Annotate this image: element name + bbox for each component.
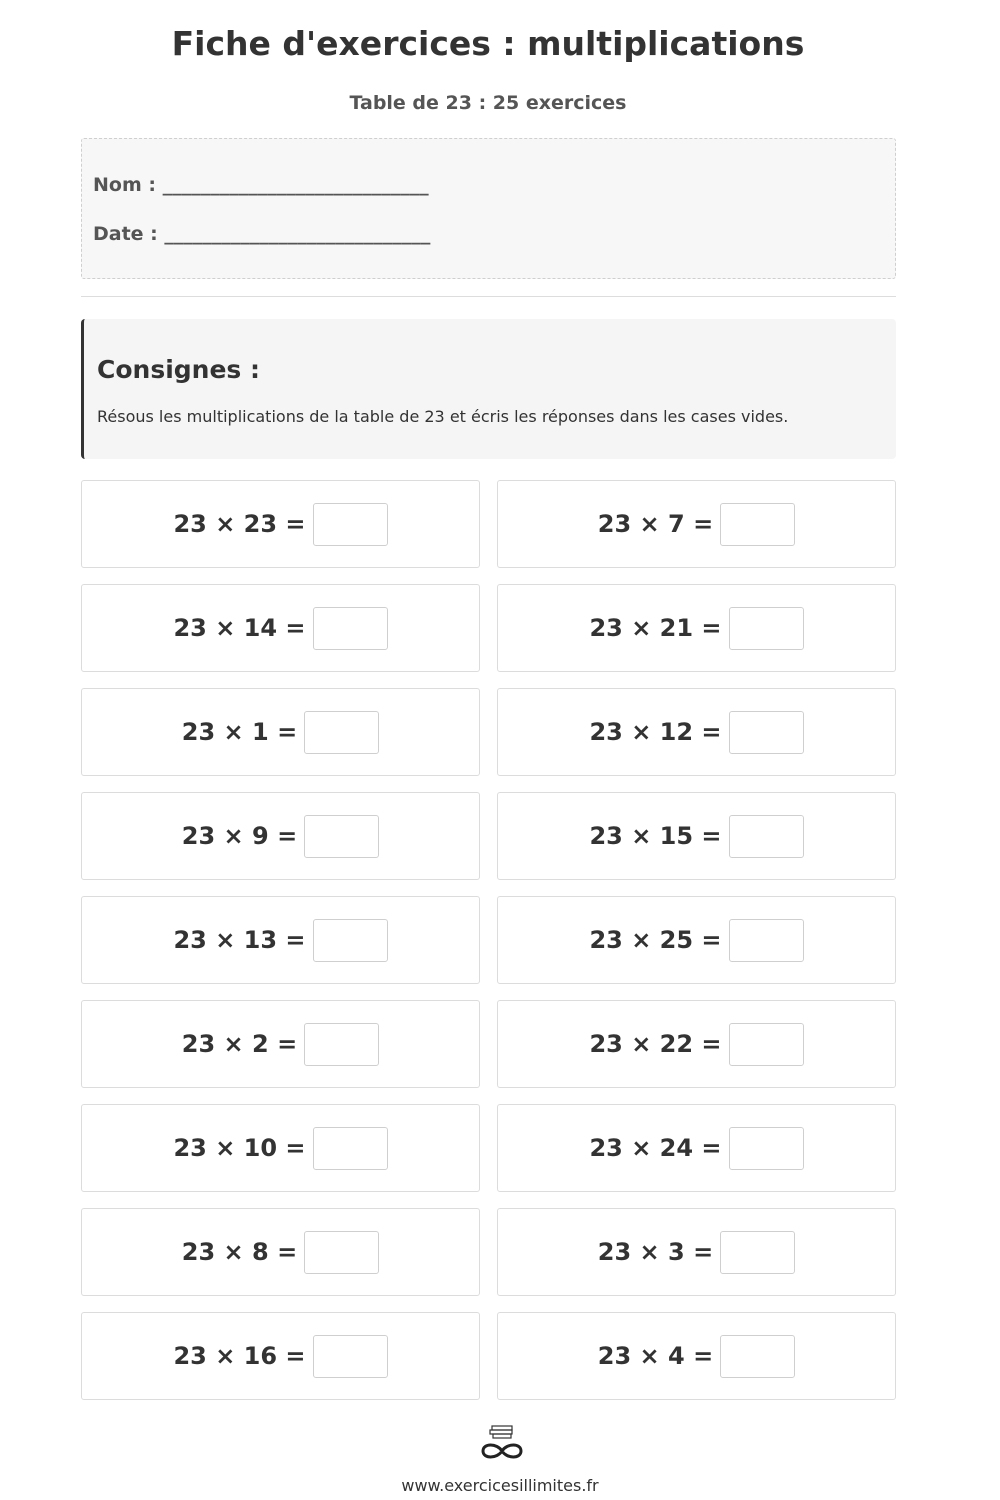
exercise-question: 23 × 13 = <box>173 926 306 954</box>
exercise-question: 23 × 21 = <box>589 614 722 642</box>
exercise-card <box>497 1312 896 1400</box>
exercise-card <box>81 1104 480 1192</box>
exercise-question: 23 × 16 = <box>173 1342 306 1370</box>
answer-box[interactable] <box>313 1127 388 1170</box>
exercise-question: 23 × 2 = <box>181 1030 298 1058</box>
exercise-question: 23 × 3 = <box>597 1238 714 1266</box>
exercise-card <box>497 688 896 776</box>
answer-box[interactable] <box>720 503 795 546</box>
answer-box[interactable] <box>304 1231 379 1274</box>
answer-box[interactable] <box>729 607 804 650</box>
exercise-question: 23 × 7 = <box>597 510 714 538</box>
date-field-line[interactable]: Date : ____________________________ <box>93 223 431 245</box>
exercise-card <box>497 480 896 568</box>
answer-box[interactable] <box>304 1023 379 1066</box>
exercise-question: 23 × 8 = <box>181 1238 298 1266</box>
answer-box[interactable] <box>313 1335 388 1378</box>
answer-box[interactable] <box>313 503 388 546</box>
exercise-question: 23 × 10 = <box>173 1134 306 1162</box>
footer-url[interactable]: www.exercicesillimites.fr <box>401 1476 599 1495</box>
answer-box[interactable] <box>729 815 804 858</box>
answer-box[interactable] <box>304 711 379 754</box>
exercise-card <box>497 1208 896 1296</box>
exercise-card <box>81 584 480 672</box>
exercise-question: 23 × 23 = <box>173 510 306 538</box>
name-field-line[interactable]: Nom : ____________________________ <box>93 174 429 196</box>
answer-box[interactable] <box>720 1335 795 1378</box>
answer-box[interactable] <box>729 1023 804 1066</box>
exercise-card <box>497 896 896 984</box>
answer-box[interactable] <box>720 1231 795 1274</box>
answer-box[interactable] <box>313 919 388 962</box>
answer-box[interactable] <box>729 919 804 962</box>
exercise-card <box>81 688 480 776</box>
exercise-card <box>497 584 896 672</box>
instructions-text: Résous les multiplications de la table de 23 et écris les réponses dans les cases vides. <box>97 407 789 426</box>
answer-box[interactable] <box>304 815 379 858</box>
exercise-card <box>81 1000 480 1088</box>
exercise-question: 23 × 14 = <box>173 614 306 642</box>
exercise-question: 23 × 22 = <box>589 1030 722 1058</box>
exercise-card <box>81 792 480 880</box>
exercise-question: 23 × 12 = <box>589 718 722 746</box>
exercise-question: 23 × 1 = <box>181 718 298 746</box>
exercise-card <box>81 1312 480 1400</box>
exercise-card <box>81 896 480 984</box>
exercise-question: 23 × 15 = <box>589 822 722 850</box>
exercise-question: 23 × 4 = <box>597 1342 714 1370</box>
page-title: Fiche d'exercices : multiplications <box>171 24 805 63</box>
student-info-box <box>81 138 896 279</box>
exercise-card <box>497 1104 896 1192</box>
section-divider <box>81 296 896 297</box>
instructions-box <box>81 319 896 459</box>
exercise-card <box>81 480 480 568</box>
exercise-question: 23 × 24 = <box>589 1134 722 1162</box>
instructions-title: Consignes : <box>97 355 261 384</box>
exercise-card <box>81 1208 480 1296</box>
answer-box[interactable] <box>313 607 388 650</box>
exercise-question: 23 × 9 = <box>181 822 298 850</box>
infinity-books-logo-icon <box>478 1424 526 1464</box>
answer-box[interactable] <box>729 1127 804 1170</box>
exercise-grid <box>81 480 896 1400</box>
exercise-card <box>497 1000 896 1088</box>
exercise-question: 23 × 25 = <box>589 926 722 954</box>
page-subtitle: Table de 23 : 25 exercices <box>349 92 627 114</box>
answer-box[interactable] <box>729 711 804 754</box>
exercise-card <box>497 792 896 880</box>
